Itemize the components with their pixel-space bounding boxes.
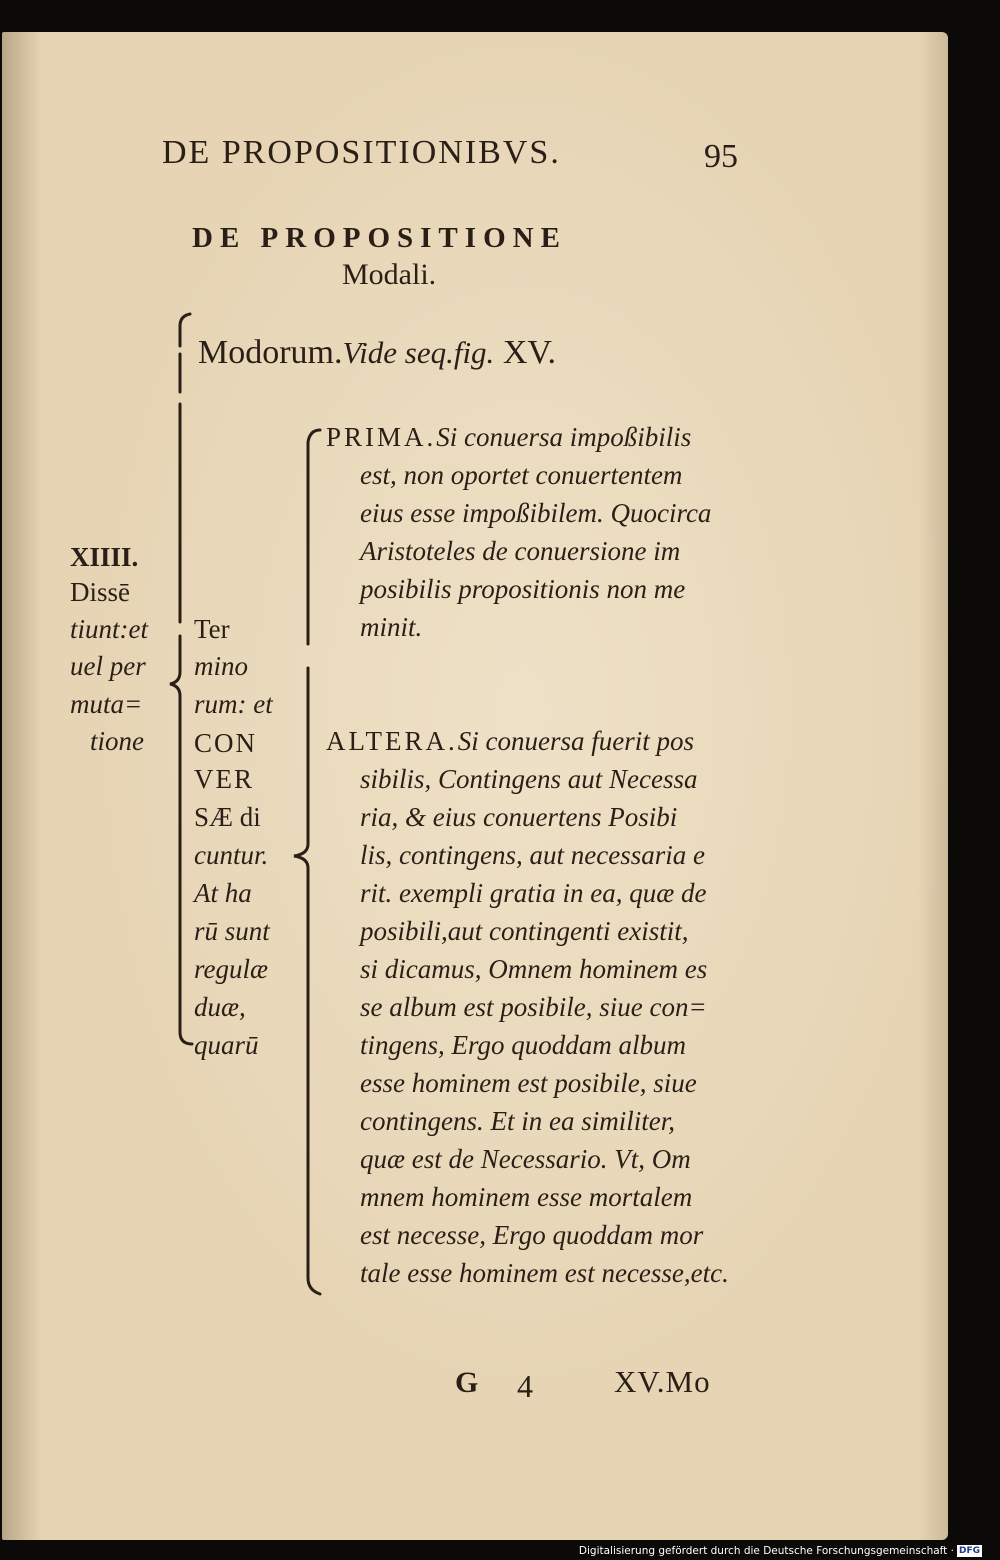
rules-brace-mid — [294, 668, 320, 1294]
left-column-line: uel per — [70, 651, 146, 681]
middle-column-line: VER — [194, 764, 254, 794]
rule-altera-line: lis, contingens, aut necessaria e — [360, 840, 705, 870]
rule-altera-line: se album est posibile, siue con= — [360, 992, 707, 1022]
left-column-line: muta= — [70, 689, 143, 719]
rule-prima-label: PRIMA. — [326, 422, 437, 452]
rule-altera-line: quæ est de Necessario. Vt, Om — [360, 1144, 691, 1174]
middle-column-line: At ha — [194, 878, 252, 908]
rule-altera-label: ALTERA. — [326, 726, 458, 756]
rule-altera-line: mnem hominem esse mortalem — [360, 1182, 693, 1212]
signature-mark: G — [455, 1366, 479, 1399]
middle-column-line: cuntur. — [194, 840, 269, 870]
section-title: DE PROPOSITIONE — [192, 222, 567, 254]
rules-brace-top — [308, 430, 320, 644]
dfg-logo: DFG — [958, 1546, 980, 1556]
middle-column-line: mino — [194, 651, 248, 681]
middle-column-line: SÆ di — [194, 802, 261, 832]
middle-column-line: rum: et — [194, 689, 273, 719]
section-subtitle: Modali. — [342, 258, 437, 291]
top-branch-word: Modorum. — [198, 334, 343, 371]
middle-column-line: Ter — [194, 614, 230, 644]
rule-prima-line: minit. — [360, 612, 423, 642]
middle-column-line: rū sunt — [194, 916, 270, 946]
signature-number: 4 — [517, 1368, 533, 1404]
rule-altera-line: tale esse hominem est necesse,etc. — [360, 1258, 729, 1288]
rule-altera-line: si dicamus, Omnem hominem es — [360, 954, 708, 984]
left-column-line: tione — [90, 726, 144, 756]
rule-altera-line: tingens, Ergo quoddam album — [360, 1030, 686, 1060]
rule-prima-line: est, non oportet conuertentem — [360, 460, 683, 490]
middle-column-line: CON — [194, 728, 258, 758]
rule-altera-text: Si conuersa fuerit pos — [457, 726, 695, 756]
book-page — [2, 32, 948, 1540]
top-branch-note: Vide seq.fig. — [342, 335, 495, 370]
top-branch-numeral: XV. — [502, 334, 557, 371]
rule-altera-line — [326, 728, 694, 755]
top-brace — [180, 314, 190, 346]
rule-altera-line: contingens. Et in ea similiter, — [360, 1106, 675, 1136]
rule-altera-line: ria, & eius conuertens Posibi — [360, 802, 678, 832]
rule-altera-line: est necesse, Ergo quoddam mor — [360, 1220, 704, 1250]
middle-column-line: regulæ — [194, 954, 268, 984]
middle-column-line: duæ, — [194, 992, 246, 1022]
left-column-line: Dissē — [70, 577, 130, 607]
funding-note: Digitalisierung gefördert durch die Deutsche Forschungsgemeinschaft · — [578, 1545, 954, 1557]
rule-altera-line: rit. exempli gratia in ea, quæ de — [360, 878, 707, 908]
rule-altera-line: posibili,aut contingenti existit, — [360, 916, 689, 946]
rule-prima-line: posibilis propositionis non me — [360, 574, 686, 604]
rule-altera-line: esse hominem est posibile, siue — [360, 1068, 697, 1098]
funding-footer — [579, 1545, 982, 1557]
rule-altera-line: sibilis, Contingens aut Necessa — [360, 764, 698, 794]
running-head: DE PROPOSITIONIBVS. — [162, 134, 561, 171]
catchword: XV.Mo — [614, 1364, 711, 1399]
left-column-line: XIIII. — [70, 542, 139, 572]
rule-prima-line — [326, 424, 691, 451]
rule-prima-line: Aristoteles de conuersione im — [360, 536, 681, 566]
page-number: 95 — [704, 138, 738, 175]
top-branch — [198, 336, 556, 370]
rule-prima-line: eius esse impoßibilem. Quocirca — [360, 498, 712, 528]
rule-prima-text: Si conuersa impoßibilis — [436, 422, 692, 452]
middle-brace — [170, 636, 192, 1044]
middle-column-line: quarū — [194, 1030, 259, 1060]
left-column-line: tiunt:et — [70, 614, 148, 644]
